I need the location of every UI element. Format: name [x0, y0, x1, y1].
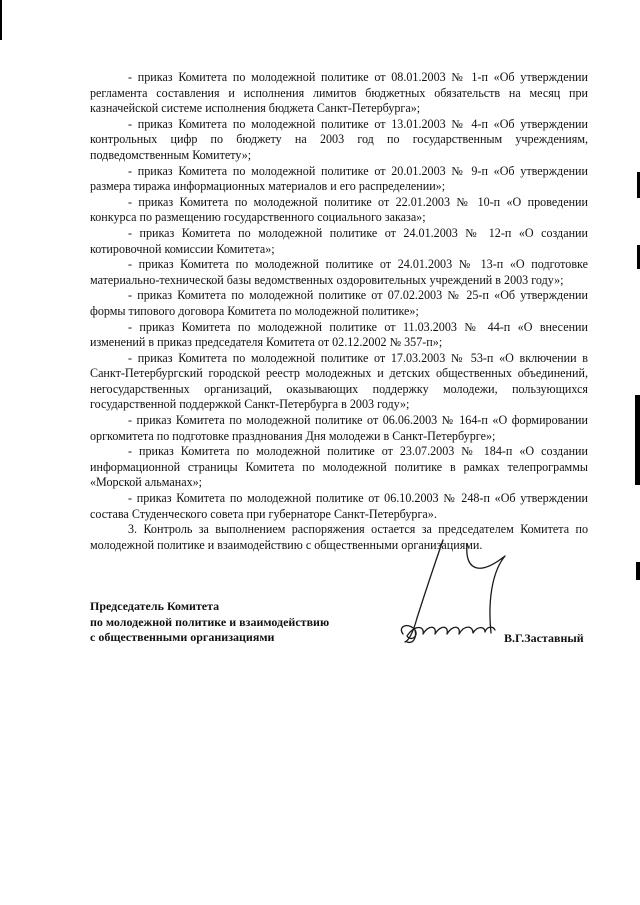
list-item: - приказ Комитета по молодежной политике от 08.01.2003 № 1-п «Об утверждении регламента составления и исполнения лимитов бюджетных обязательств на месяц при казначейской системе исполнения бюджета Санкт-Петербурга»;: [90, 70, 588, 116]
signatory-title-line: по молодежной политике и взаимодействию: [90, 614, 330, 629]
list-item: - приказ Комитета по молодежной политике от 07.02.2003 № 25-п «Об утверждении формы типового договора Комитета по молодежной политике»;: [90, 288, 588, 318]
signatory-title-line: с общественными организациями: [90, 630, 275, 644]
list-item: - приказ Комитета по молодежной политике от 06.10.2003 № 248-п «Об утверждении состава Студенческого совета при губернаторе Санкт-Петербурга».: [90, 491, 588, 521]
list-item: - приказ Комитета по молодежной политике от 20.01.2003 № 9-п «Об утверждении размера тиража информационных материалов и его распределении»;: [90, 163, 588, 194]
list-item: - приказ Комитета по молодежной политике от 24.01.2003 № 13-п «О подготовке материально-технической базы ведомственных оздоровительных учреждений в 2003 году»;: [90, 257, 588, 287]
handwritten-signature: [395, 538, 515, 668]
list-item: - приказ Комитета по молодежной политике от 24.01.2003 № 12-п «О создании котировочной комиссии Комитета»;: [90, 225, 588, 256]
signatory-name: В.Г.Заставный: [504, 631, 584, 645]
signatory-title: [90, 599, 370, 646]
document-body: [90, 70, 588, 553]
list-item: - приказ Комитета по молодежной политике от 13.01.2003 № 4-п «Об утверждении контрольных цифр по бюджету на 2003 год по государственным учреждениям, подведомственным Комитету»;: [90, 116, 588, 162]
scan-artifact: [0, 0, 2, 40]
scan-artifact: [635, 395, 640, 485]
scan-artifact: [636, 562, 640, 580]
signatory-title-line: Председатель Комитета: [90, 599, 220, 613]
list-item: - приказ Комитета по молодежной политике от 22.01.2003 № 10-п «О проведении конкурса по размещению государственного социального заказа»;: [90, 194, 588, 225]
list-item: - приказ Комитета по молодежной политике от 11.03.2003 № 44-п «О внесении изменений в приказ председателя Комитета от 02.12.2002 № 357-п»;: [90, 319, 588, 350]
control-clause: 3. Контроль за выполнением распоряжения остается за председателем Комитета по молодежной политике и взаимодействию с общественными организациями.: [90, 522, 588, 552]
list-item: - приказ Комитета по молодежной политике от 23.07.2003 № 184-п «О создании информационной страницы Комитета по молодежной политике в рамках телепрограммы «Морской альманах»;: [90, 444, 588, 490]
list-item: - приказ Комитета по молодежной политике от 17.03.2003 № 53-п «О включении в Санкт-Петербургский городской реестр молодежных и детских общественных объединений, негосударственных организаций, оказывающих поддержку молодежи, пользующихся государственной поддержкой Санкт-Петербурга в 2003 году»;: [90, 350, 588, 412]
list-item: - приказ Комитета по молодежной политике от 06.06.2003 № 164-п «О формировании оргкомитета по подготовке празднования Дня молодежи в Санкт-Петербурге»;: [90, 413, 588, 443]
